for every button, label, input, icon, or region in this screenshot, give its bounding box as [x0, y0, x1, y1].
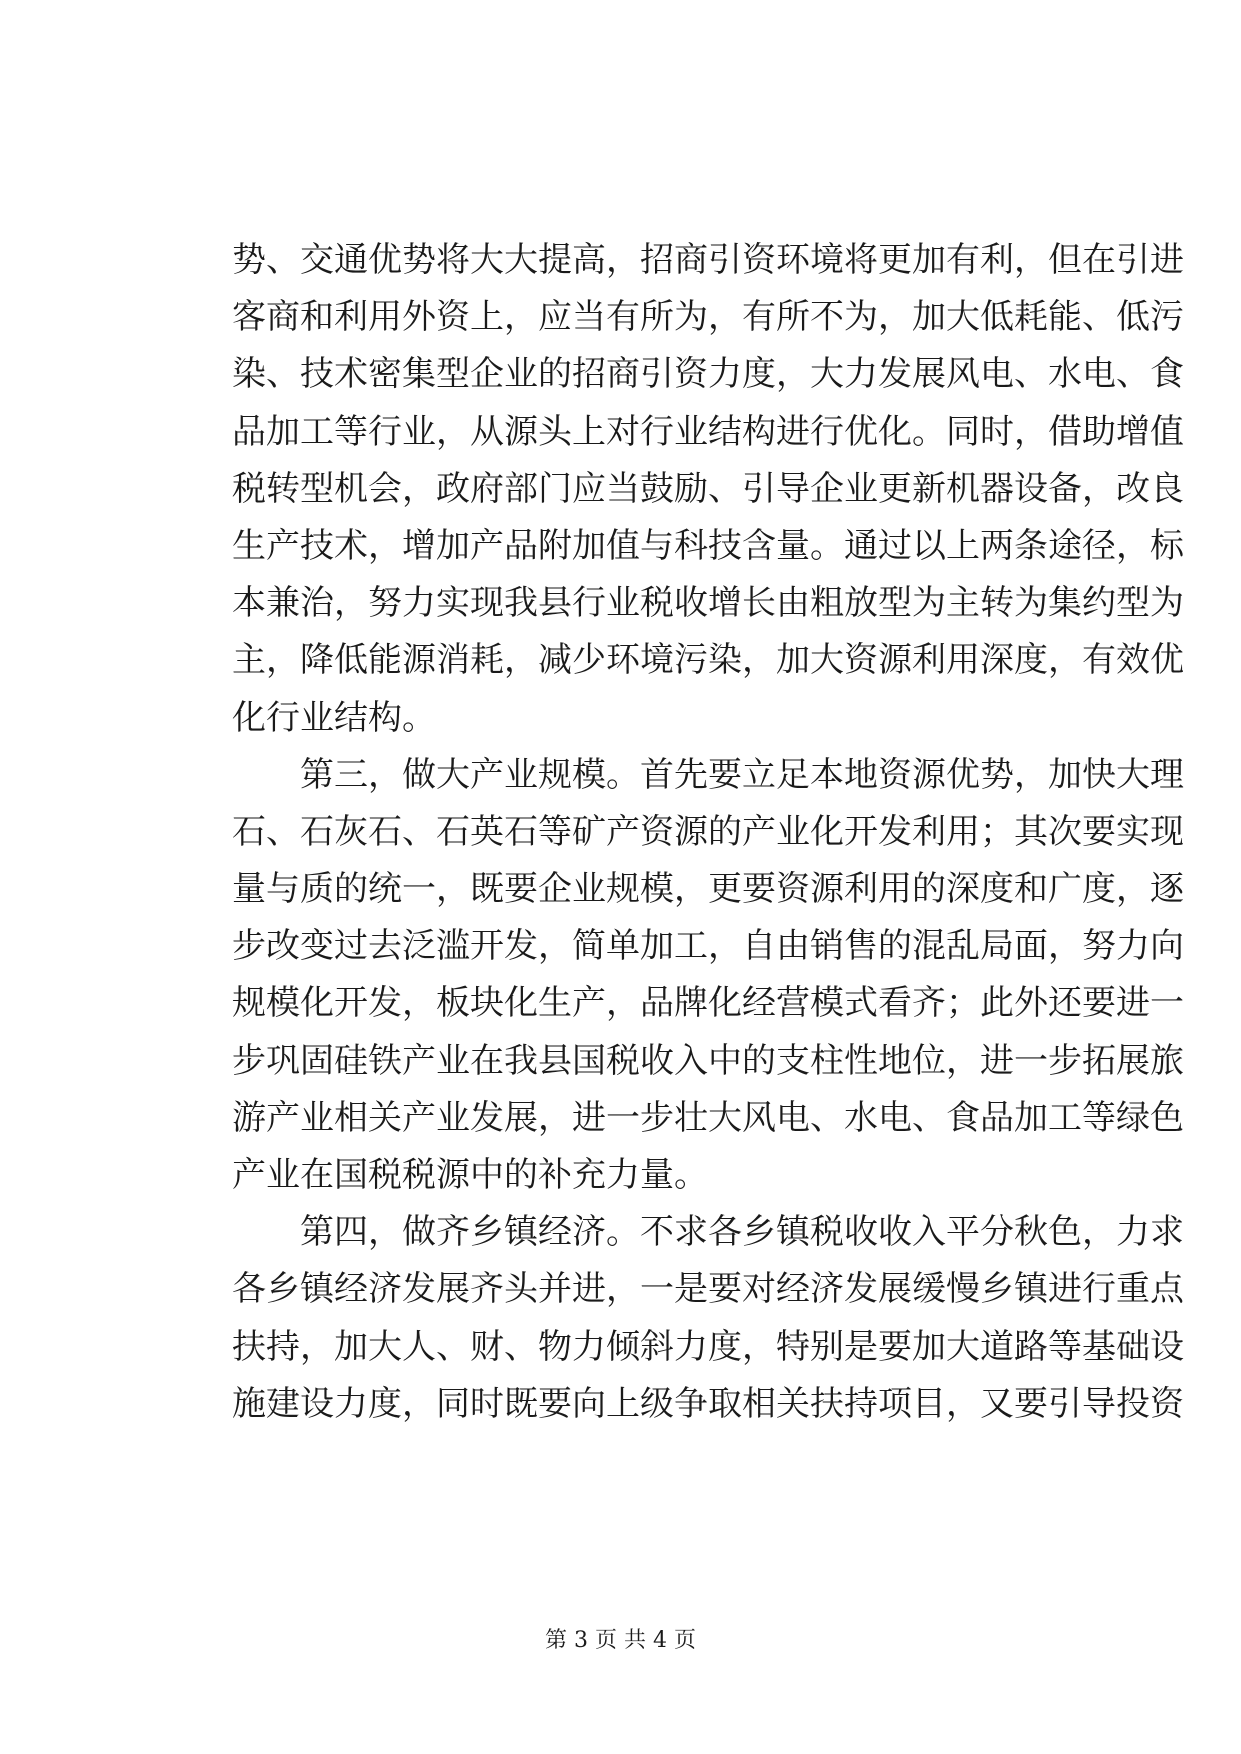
text-line: 税转型机会，政府部门应当鼓励、引导企业更新机器设备，改良	[232, 468, 1184, 509]
text-line: 施建设力度，同时既要向上级争取相关扶持项目，又要引导投资	[232, 1383, 1184, 1424]
body-text	[232, 232, 1184, 1433]
text-line: 产业在国税税源中的补充力量。	[232, 1155, 708, 1195]
text-line: 游产业相关产业发展，进一步壮大风电、水电、食品加工等绿色	[232, 1097, 1184, 1138]
paragraph-first-line: 第四，做齐乡镇经济。不求各乡镇税收收入平分秋色，力求	[300, 1212, 1184, 1253]
text-line: 化行业结构。	[232, 697, 436, 738]
text-line: 石、石灰石、石英石等矿产资源的产业化开发利用；其次要实现	[232, 811, 1184, 852]
text-line: 量与质的统一，既要企业规模，更要资源利用的深度和广度，逐	[232, 869, 1184, 910]
text-line: 本兼治，努力实现我县行业税收增长由粗放型为主转为集约型为	[232, 583, 1184, 624]
text-line: 各乡镇经济发展齐头并进，一是要对经济发展缓慢乡镇进行重点	[232, 1269, 1184, 1310]
text-line: 扶持，加大人、财、物力倾斜力度，特别是要加大道路等基础设	[232, 1326, 1184, 1367]
text-line: 客商和利用外资上，应当有所为，有所不为，加大低耗能、低污	[232, 297, 1184, 338]
text-line: 步改变过去泛滥开发，简单加工，自由销售的混乱局面，努力向	[232, 926, 1184, 967]
text-line: 品加工等行业，从源头上对行业结构进行优化。同时，借助增值	[232, 411, 1184, 452]
text-line: 势、交通优势将大大提高，招商引资环境将更加有利，但在引进	[232, 240, 1184, 280]
text-line: 规模化开发，板块化生产，品牌化经营模式看齐；此外还要进一	[232, 983, 1184, 1024]
page-number-footer: 第 3 页 共 4 页	[545, 1628, 696, 1653]
text-line: 染、技术密集型企业的招商引资力度，大力发展风电、水电、食	[232, 354, 1184, 395]
text-line: 主，降低能源消耗，减少环境污染，加大资源利用深度，有效优	[232, 640, 1184, 681]
text-line: 步巩固硅铁产业在我县国税收入中的支柱性地位，进一步拓展旅	[232, 1040, 1184, 1081]
text-line: 生产技术，增加产品附加值与科技含量。通过以上两条途径，标	[232, 525, 1184, 566]
paragraph-first-line: 第三，做大产业规模。首先要立足本地资源优势，加快大理	[300, 754, 1184, 795]
